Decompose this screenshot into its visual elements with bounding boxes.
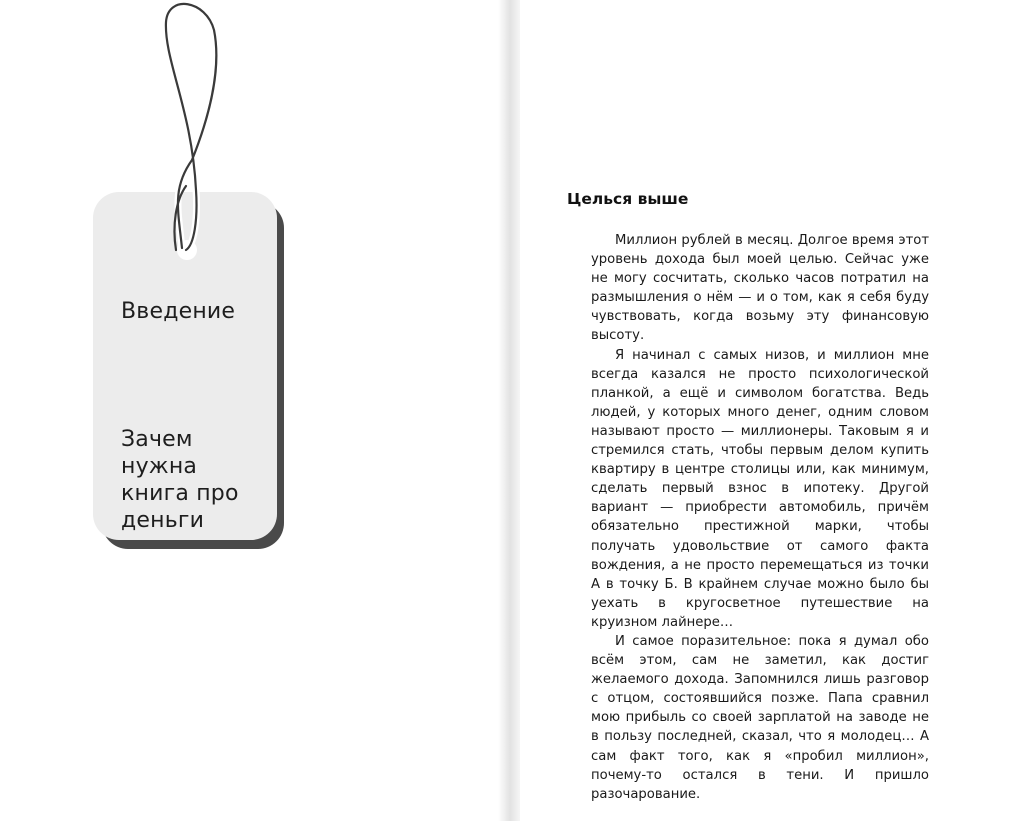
paragraph: Я начинал с самых низов, и миллион мне всегда казался не просто психологической планкой, а ещё и символом богатства. Ведь людей, у которых много денег, одним словом называют просто — миллионеры. Таковым я и стремился стать, чтобы первым делом купить квартиру в центре столицы или, как минимум, сделать первый взнос в ипотеку. Другой вариант — приобрести автомобиль, причём обязательно престижной марки, чтобы получать удовольствие от самого факта вождения, а не просто перемещаться из точки А в точку Б. В крайнем случае можно было бы уехать в кругосветное путешествие на круизном лайнере…	[591, 347, 929, 630]
tag-string-icon	[0, 0, 500, 300]
section-heading: Целься выше	[567, 190, 689, 208]
section-label: Введение	[121, 299, 236, 324]
paragraph: И самое поразительное: пока я думал обо всём этом, сам не заметил, как достиг желаемого дохода. Запомнился лишь разговор с отцом, состоявшийся позже. Папа сравнил мою прибыль со своей зарплатой на заводе не в пользу последней, сказал, что я молодец… А сам факт того, как я «пробил миллион», почему-то остался в тени. И пришло разочарование.	[591, 633, 929, 802]
chapter-title: Зачем нужна книга про деньги	[121, 427, 239, 533]
paragraph: Миллион рублей в месяц. Долгое время этот уровень дохода был моей целью. Сейчас уже не могу сосчитать, сколько часов потратил на размышления о нём — и о том, как я себя буду чувствовать, когда возьму эту финансовую высоту.	[591, 233, 929, 344]
body-text	[591, 231, 929, 804]
